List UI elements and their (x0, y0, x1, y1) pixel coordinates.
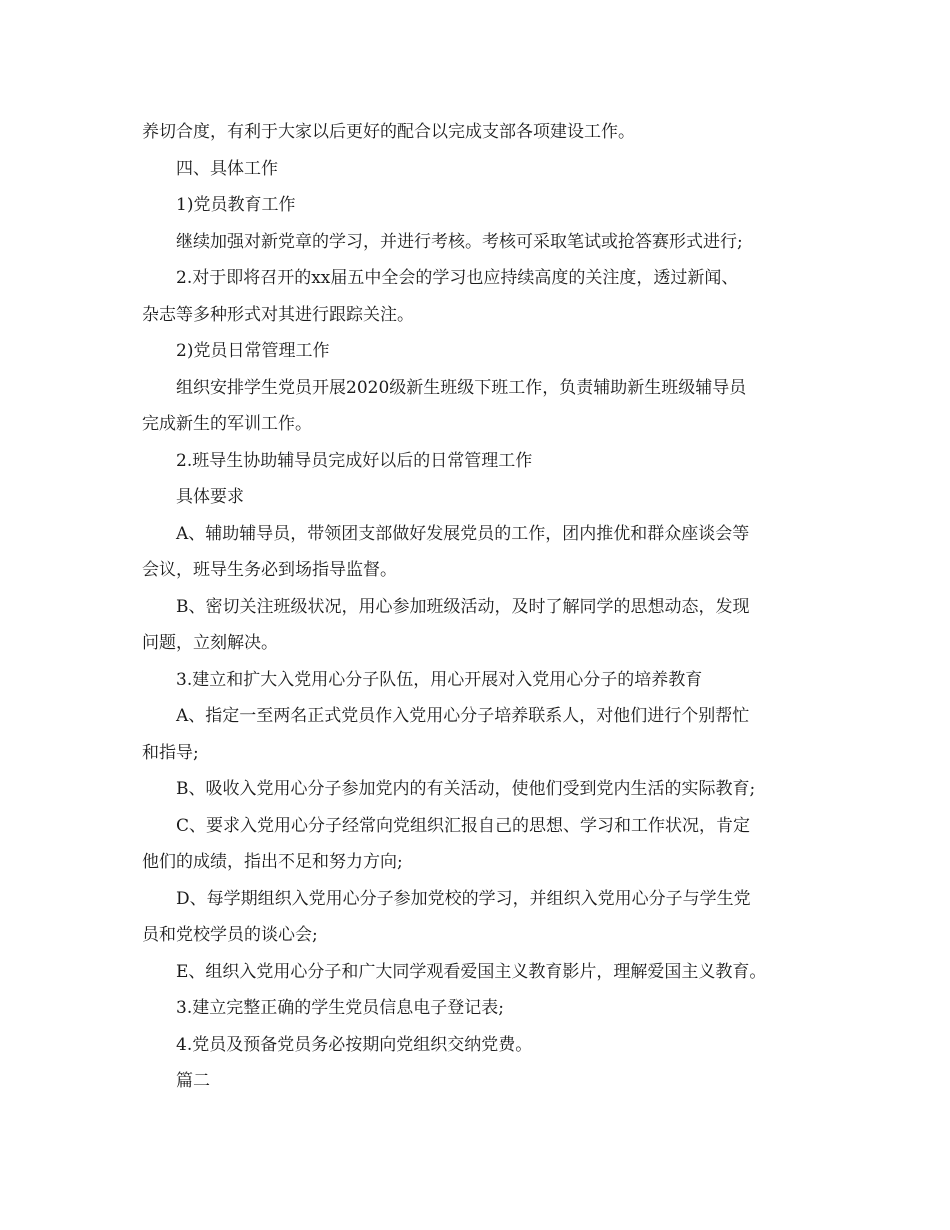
text-line: 员和党校学员的谈心会; (142, 925, 318, 945)
text-line: A、指定一至两名正式党员作入党用心分子培养联系人，对他们进行个别帮忙 (176, 706, 750, 726)
text-line: 四、具体工作 (176, 158, 278, 179)
text-line: B、吸收入党用心分子参加党内的有关活动，使他们受到党内生活的实际教育; (176, 779, 756, 799)
text-line: 3.建立完整正确的学生党员信息电子登记表; (176, 998, 504, 1018)
text-line: 会议，班导生务必到场指导监督。 (142, 560, 397, 580)
text-line: 他们的成绩，指出不足和努力方向; (142, 852, 403, 872)
text-line: 2.对于即将召开的xx届五中全会的学习也应持续高度的关注度，透过新闻、 (176, 268, 739, 288)
text-line: 具体要求 (176, 487, 244, 507)
text-line: 2)党员日常管理工作 (176, 341, 330, 361)
text-line: 问题，立刻解决。 (142, 633, 278, 653)
text-line: 养切合度，有利于大家以后更好的配合以完成支部各项建设工作。 (142, 122, 635, 142)
text-line: D、每学期组织入党用心分子参加党校的学习，并组织入党用心分子与学生党 (176, 888, 751, 909)
text-line: 2.班导生协助辅导员完成好以后的日常管理工作 (176, 450, 533, 471)
text-line: 继续加强对新党章的学习，并进行考核。考核可采取笔试或抢答赛形式进行; (176, 231, 743, 252)
text-line: 和指导; (142, 742, 199, 763)
text-line: C、要求入党用心分子经常向党组织汇报自己的思想、学习和工作状况，肯定 (176, 815, 751, 836)
text-line: B、密切关注班级状况，用心参加班级活动，及时了解同学的思想动态，发现 (176, 596, 750, 617)
text-line: 1)党员教育工作 (176, 195, 296, 215)
document-body (142, 114, 822, 1100)
text-line: A、辅助辅导员，带领团支部做好发展党员的工作，团内推优和群众座谈会等 (176, 523, 750, 544)
text-line: 3.建立和扩大入党用心分子队伍，用心开展对入党用心分子的培养教育 (176, 669, 703, 690)
text-line: 完成新生的军训工作。 (142, 414, 312, 434)
text-line: 组织安排学生党员开展2020级新生班级下班工作，负责辅助新生班级辅导员 (176, 377, 747, 398)
text-line: 杂志等多种形式对其进行跟踪关注。 (142, 304, 414, 325)
text-line: E、组织入党用心分子和广大同学观看爱国主义教育影片，理解爱国主义教育。 (176, 961, 767, 982)
text-line: 4.党员及预备党员务必按期向党组织交纳党费。 (176, 1034, 533, 1055)
text-line: 篇二 (176, 1071, 210, 1091)
